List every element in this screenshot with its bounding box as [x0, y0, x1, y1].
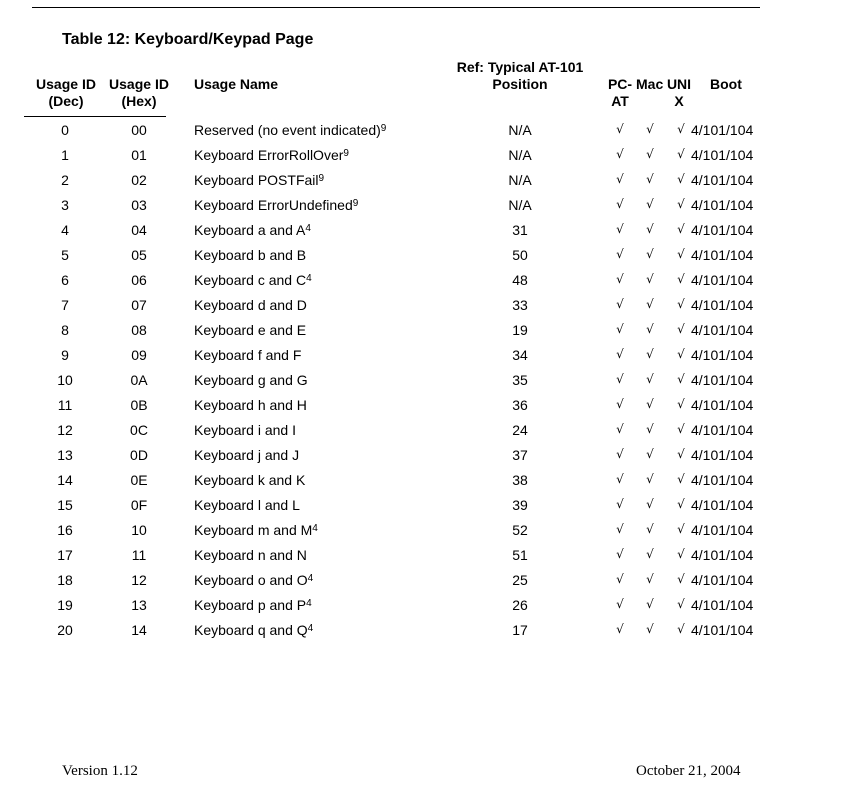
cell-usage-dec: 3: [61, 197, 69, 213]
cell-usage-dec: 10: [57, 372, 73, 388]
table-row: [0, 597, 856, 622]
header-pc-at: [604, 76, 636, 110]
footnote-ref: 9: [380, 123, 387, 134]
cell-mac-check: √: [646, 597, 654, 611]
footnote-ref: 4: [306, 598, 312, 609]
cell-usage-name: [194, 572, 313, 588]
table-title: Table 12: Keyboard/Keypad Page: [62, 31, 314, 48]
cell-usage-name: [194, 322, 306, 338]
cell-unix-check: √: [677, 447, 685, 461]
header-usage-id-dec-line2: (Dec): [48, 93, 84, 109]
header-mac: Mac: [636, 76, 664, 92]
header-usage-id-hex-line1: Usage ID: [109, 76, 169, 92]
cell-unix-check: √: [677, 397, 685, 411]
cell-usage-hex: 05: [131, 247, 147, 263]
usage-name-text: Keyboard n and N: [194, 547, 307, 563]
cell-unix-check: √: [677, 272, 685, 286]
cell-unix-check: √: [677, 197, 685, 211]
usage-name-text: Keyboard POSTFail: [194, 172, 319, 188]
cell-mac-check: √: [646, 397, 654, 411]
usage-name-text: Keyboard ErrorUndefined: [194, 197, 353, 213]
cell-usage-name: [194, 347, 301, 363]
cell-ref-position: N/A: [508, 122, 532, 138]
cell-usage-hex: 04: [131, 222, 147, 238]
header-unix: [664, 76, 694, 110]
cell-boot: 4/101/104: [691, 322, 754, 338]
cell-pc-at-check: √: [616, 272, 624, 286]
header-boot: Boot: [710, 76, 742, 92]
cell-boot: 4/101/104: [691, 422, 754, 438]
cell-usage-name: [194, 222, 311, 238]
cell-pc-at-check: √: [616, 147, 624, 161]
cell-ref-position: 26: [512, 597, 528, 613]
cell-unix-check: √: [677, 372, 685, 386]
table-row: [0, 397, 856, 422]
usage-name-text: Reserved (no event indicated): [194, 122, 381, 138]
cell-pc-at-check: √: [616, 447, 624, 461]
cell-ref-position: 24: [512, 422, 528, 438]
cell-usage-name: [194, 447, 299, 463]
cell-usage-dec: 14: [57, 472, 73, 488]
footnote-ref: 9: [352, 198, 359, 209]
table-row: [0, 147, 856, 172]
cell-pc-at-check: √: [616, 372, 624, 386]
cell-usage-name: [194, 172, 324, 188]
cell-boot: 4/101/104: [691, 372, 754, 388]
cell-ref-position: 17: [512, 622, 528, 638]
cell-unix-check: √: [677, 522, 685, 536]
cell-usage-dec: 17: [57, 547, 73, 563]
table-row: [0, 172, 856, 197]
cell-pc-at-check: √: [616, 522, 624, 536]
cell-ref-position: 48: [512, 272, 528, 288]
cell-usage-dec: 18: [57, 572, 73, 588]
top-rule: [32, 7, 760, 8]
cell-unix-check: √: [677, 572, 685, 586]
table-row: [0, 622, 856, 647]
header-ref-position-line1: Ref: Typical AT-101: [456, 59, 584, 75]
cell-pc-at-check: √: [616, 247, 624, 261]
header-usage-id-dec: [30, 76, 102, 110]
cell-pc-at-check: √: [616, 547, 624, 561]
cell-ref-position: 34: [512, 347, 528, 363]
cell-pc-at-check: √: [616, 572, 624, 586]
table-row: [0, 272, 856, 297]
header-pc-at-line1: PC-: [607, 76, 633, 92]
footer-version: Version 1.12: [62, 763, 138, 779]
cell-usage-dec: 19: [57, 597, 73, 613]
usage-name-text: Keyboard e and E: [194, 322, 307, 338]
header-underline: [24, 116, 166, 117]
cell-usage-hex: 0D: [130, 447, 148, 463]
cell-usage-name: [194, 497, 300, 513]
cell-usage-hex: 0B: [130, 397, 148, 413]
cell-boot: 4/101/104: [691, 622, 754, 638]
usage-name-text: Keyboard f and F: [194, 347, 302, 363]
footer-date: October 21, 2004: [636, 763, 741, 779]
cell-ref-position: 19: [512, 322, 528, 338]
cell-boot: 4/101/104: [691, 122, 754, 138]
table-row: [0, 422, 856, 447]
cell-mac-check: √: [646, 372, 654, 386]
cell-pc-at-check: √: [616, 122, 624, 136]
header-ref-position-line2: Position: [492, 76, 548, 92]
cell-boot: 4/101/104: [691, 222, 754, 238]
table-row: [0, 197, 856, 222]
cell-pc-at-check: √: [616, 172, 624, 186]
cell-usage-hex: 12: [131, 572, 147, 588]
cell-unix-check: √: [677, 472, 685, 486]
cell-usage-dec: 13: [57, 447, 73, 463]
cell-boot: 4/101/104: [691, 197, 754, 213]
cell-ref-position: N/A: [508, 197, 532, 213]
cell-pc-at-check: √: [616, 397, 624, 411]
usage-name-text: Keyboard l and L: [194, 497, 300, 513]
cell-usage-name: [194, 272, 312, 288]
usage-name-text: Keyboard ErrorRollOver: [194, 147, 344, 163]
cell-unix-check: √: [677, 547, 685, 561]
cell-unix-check: √: [677, 322, 685, 336]
cell-usage-dec: 8: [61, 322, 69, 338]
cell-unix-check: √: [677, 347, 685, 361]
cell-usage-name: [194, 597, 312, 613]
cell-pc-at-check: √: [616, 472, 624, 486]
cell-mac-check: √: [646, 172, 654, 186]
cell-usage-name: [194, 147, 349, 163]
cell-usage-hex: 10: [131, 522, 147, 538]
cell-usage-hex: 0F: [130, 497, 148, 513]
cell-usage-hex: 03: [131, 197, 147, 213]
footnote-ref: 9: [343, 148, 349, 159]
cell-usage-hex: 0E: [130, 472, 148, 488]
cell-ref-position: 31: [512, 222, 528, 238]
footnote-ref: 9: [318, 173, 325, 184]
cell-usage-hex: 11: [131, 547, 147, 563]
cell-usage-hex: 07: [131, 297, 147, 313]
cell-usage-hex: 0C: [130, 422, 148, 438]
cell-usage-name: [194, 197, 358, 213]
cell-boot: 4/101/104: [691, 247, 754, 263]
cell-usage-hex: 01: [131, 147, 147, 163]
cell-unix-check: √: [677, 172, 685, 186]
cell-usage-name: [194, 422, 296, 438]
cell-ref-position: N/A: [508, 147, 532, 163]
cell-usage-name: [194, 372, 308, 388]
header-ref-position: [440, 59, 600, 93]
cell-pc-at-check: √: [616, 197, 624, 211]
cell-ref-position: 39: [512, 497, 528, 513]
cell-boot: 4/101/104: [691, 347, 754, 363]
cell-mac-check: √: [646, 297, 654, 311]
cell-unix-check: √: [677, 247, 685, 261]
table-row: [0, 222, 856, 247]
table-row: [0, 297, 856, 322]
table-row: [0, 347, 856, 372]
cell-ref-position: 51: [512, 547, 528, 563]
cell-boot: 4/101/104: [691, 447, 754, 463]
usage-name-text: Keyboard i and I: [194, 422, 296, 438]
table-row: [0, 497, 856, 522]
cell-usage-dec: 11: [57, 397, 73, 413]
cell-ref-position: 50: [512, 247, 528, 263]
cell-boot: 4/101/104: [691, 297, 754, 313]
usage-name-text: Keyboard q and Q: [194, 622, 308, 638]
cell-pc-at-check: √: [616, 597, 624, 611]
cell-unix-check: √: [677, 147, 685, 161]
table-row: [0, 122, 856, 147]
usage-name-text: Keyboard b and B: [194, 247, 307, 263]
cell-ref-position: 38: [512, 472, 528, 488]
cell-unix-check: √: [677, 497, 685, 511]
cell-boot: 4/101/104: [691, 522, 754, 538]
cell-ref-position: 33: [512, 297, 528, 313]
usage-name-text: Keyboard d and D: [194, 297, 307, 313]
cell-unix-check: √: [677, 622, 685, 636]
cell-boot: 4/101/104: [691, 572, 754, 588]
header-pc-at-line2: AT: [611, 93, 629, 109]
cell-usage-dec: 1: [61, 147, 69, 163]
cell-mac-check: √: [646, 322, 654, 336]
cell-unix-check: √: [677, 597, 685, 611]
cell-mac-check: √: [646, 272, 654, 286]
cell-mac-check: √: [646, 472, 654, 486]
cell-boot: 4/101/104: [691, 597, 754, 613]
cell-boot: 4/101/104: [691, 172, 754, 188]
cell-pc-at-check: √: [616, 222, 624, 236]
usage-name-text: Keyboard j and J: [194, 447, 300, 463]
cell-usage-hex: 13: [131, 597, 147, 613]
cell-usage-hex: 02: [131, 172, 147, 188]
cell-mac-check: √: [646, 447, 654, 461]
cell-mac-check: √: [646, 522, 654, 536]
usage-name-text: Keyboard c and C: [194, 272, 307, 288]
cell-usage-dec: 12: [57, 422, 73, 438]
cell-unix-check: √: [677, 422, 685, 436]
cell-boot: 4/101/104: [691, 272, 754, 288]
cell-usage-hex: 08: [131, 322, 147, 338]
usage-name-text: Keyboard g and G: [194, 372, 308, 388]
cell-pc-at-check: √: [616, 297, 624, 311]
cell-mac-check: √: [646, 197, 654, 211]
usage-name-text: Keyboard a and A: [194, 222, 306, 238]
cell-mac-check: √: [646, 147, 654, 161]
header-usage-id-hex-line2: (Hex): [121, 93, 157, 109]
table-row: [0, 372, 856, 397]
table-row: [0, 547, 856, 572]
header-unix-line1: UNI: [666, 76, 692, 92]
cell-usage-dec: 7: [61, 297, 69, 313]
cell-ref-position: 35: [512, 372, 528, 388]
usage-name-text: Keyboard h and H: [194, 397, 307, 413]
cell-ref-position: N/A: [508, 172, 532, 188]
cell-usage-dec: 2: [61, 172, 69, 188]
cell-usage-name: [194, 122, 386, 138]
cell-mac-check: √: [646, 622, 654, 636]
cell-mac-check: √: [646, 422, 654, 436]
table-row: [0, 522, 856, 547]
cell-ref-position: 37: [512, 447, 528, 463]
cell-pc-at-check: √: [616, 347, 624, 361]
cell-pc-at-check: √: [616, 622, 624, 636]
cell-usage-name: [194, 297, 307, 313]
usage-name-text: Keyboard p and P: [194, 597, 307, 613]
cell-usage-dec: 16: [57, 522, 73, 538]
cell-usage-dec: 0: [61, 122, 69, 138]
cell-usage-dec: 4: [61, 222, 69, 238]
cell-boot: 4/101/104: [691, 147, 754, 163]
cell-pc-at-check: √: [616, 422, 624, 436]
cell-ref-position: 52: [512, 522, 528, 538]
cell-boot: 4/101/104: [691, 397, 754, 413]
usage-name-text: Keyboard o and O: [194, 572, 308, 588]
cell-pc-at-check: √: [616, 497, 624, 511]
cell-mac-check: √: [646, 547, 654, 561]
cell-ref-position: 25: [512, 572, 528, 588]
cell-ref-position: 36: [512, 397, 528, 413]
header-usage-name: Usage Name: [194, 76, 279, 92]
header-unix-line2: X: [674, 93, 684, 109]
footnote-ref: 4: [312, 523, 318, 534]
cell-usage-dec: 9: [61, 347, 69, 363]
cell-boot: 4/101/104: [691, 547, 754, 563]
cell-usage-name: [194, 547, 307, 563]
cell-mac-check: √: [646, 347, 654, 361]
header-usage-id-dec-line1: Usage ID: [36, 76, 96, 92]
cell-usage-hex: 06: [131, 272, 147, 288]
cell-usage-hex: 14: [131, 622, 147, 638]
cell-usage-name: [194, 397, 307, 413]
cell-usage-hex: 00: [131, 122, 147, 138]
cell-mac-check: √: [646, 497, 654, 511]
cell-usage-name: [194, 522, 318, 538]
table-row: [0, 472, 856, 497]
cell-unix-check: √: [677, 222, 685, 236]
table-row: [0, 447, 856, 472]
footnote-ref: 4: [305, 223, 311, 234]
cell-pc-at-check: √: [616, 322, 624, 336]
cell-usage-dec: 5: [61, 247, 69, 263]
cell-usage-name: [194, 622, 313, 638]
cell-usage-name: [194, 247, 306, 263]
cell-usage-hex: 0A: [130, 372, 148, 388]
cell-usage-name: [194, 472, 305, 488]
header-usage-id-hex: [104, 76, 174, 110]
cell-mac-check: √: [646, 222, 654, 236]
cell-boot: 4/101/104: [691, 497, 754, 513]
footnote-ref: 4: [307, 623, 314, 634]
cell-usage-hex: 09: [131, 347, 147, 363]
cell-mac-check: √: [646, 122, 654, 136]
table-row: [0, 322, 856, 347]
table-row: [0, 247, 856, 272]
cell-mac-check: √: [646, 572, 654, 586]
footnote-ref: 4: [306, 273, 312, 284]
cell-boot: 4/101/104: [691, 472, 754, 488]
usage-name-text: Keyboard m and M: [194, 522, 313, 538]
cell-unix-check: √: [677, 297, 685, 311]
usage-name-text: Keyboard k and K: [194, 472, 306, 488]
cell-usage-dec: 6: [61, 272, 69, 288]
cell-unix-check: √: [677, 122, 685, 136]
cell-usage-dec: 20: [57, 622, 73, 638]
cell-mac-check: √: [646, 247, 654, 261]
table-row: [0, 572, 856, 597]
cell-usage-dec: 15: [57, 497, 73, 513]
footnote-ref: 4: [307, 573, 314, 584]
